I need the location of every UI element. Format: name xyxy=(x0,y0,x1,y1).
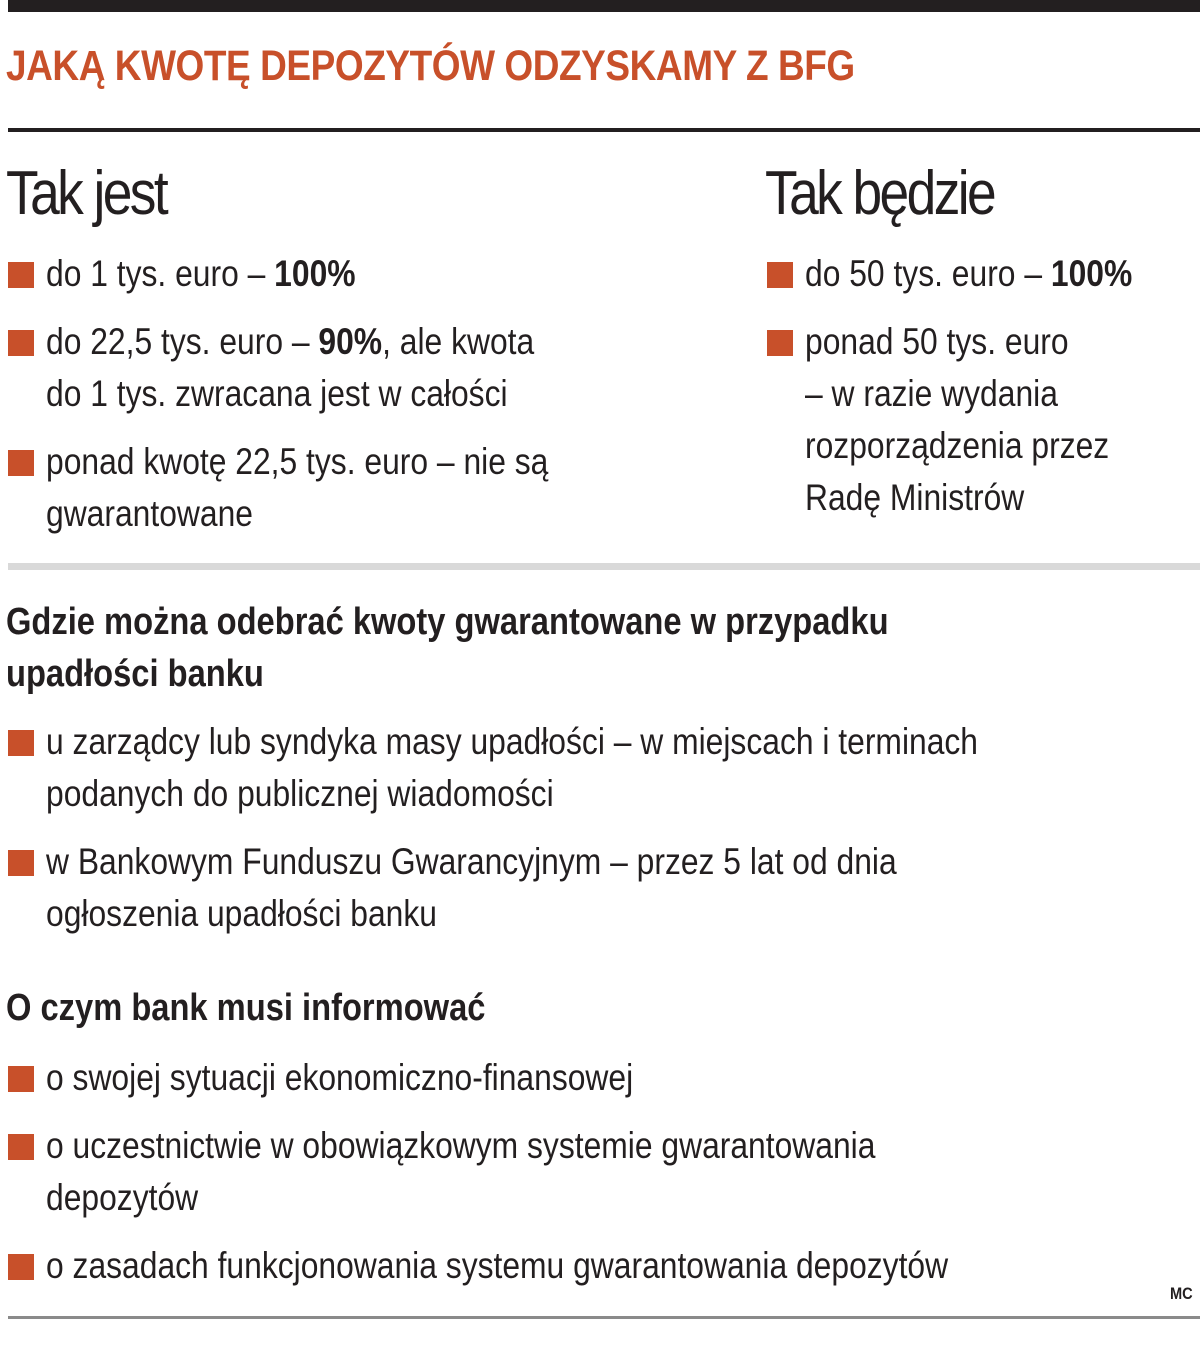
inform-item-2-text: o uczestnictwie w obowiązkowym systemie gwarantowania depozytów xyxy=(46,1125,876,1218)
section-divider xyxy=(8,563,1200,570)
bullet-square-icon xyxy=(767,262,793,288)
bullet-square-icon xyxy=(767,330,793,356)
bullet-square-icon xyxy=(8,330,34,356)
bullet-square-icon xyxy=(8,1066,34,1092)
inform-heading: O czym bank musi informować xyxy=(6,987,486,1029)
bullet-square-icon xyxy=(8,850,34,876)
inform-item-3-text: o zasadach funkcjonowania systemu gwarantowania depozytów xyxy=(46,1245,949,1286)
bullet-square-icon xyxy=(8,1134,34,1160)
bullet-square-icon xyxy=(8,450,34,476)
inform-item-1-text: o swojej sytuacji ekonomiczno-finansowej xyxy=(46,1057,634,1098)
current-item-2-text: do 22,5 tys. euro – 90%, ale kwota do 1 tys. zwracana jest w całości xyxy=(46,321,535,414)
future-item-1-text: do 50 tys. euro – 100% xyxy=(805,253,1133,294)
infographic-title: JAKĄ KWOTĘ DEPOZYTÓW ODZYSKAMY Z BFG xyxy=(6,42,855,90)
current-rules-heading: Tak jest xyxy=(6,159,167,228)
title-rule xyxy=(8,128,1200,132)
where-item-2-text: w Bankowym Funduszu Gwarancyjnym – przez 5 lat od dnia ogłoszenia upadłości banku xyxy=(46,841,897,934)
bullet-square-icon xyxy=(8,262,34,288)
where-heading: Gdzie można odebrać kwoty gwarantowane w przypadku upadłości banku xyxy=(6,601,889,695)
top-rule xyxy=(8,0,1200,12)
current-item-3-text: ponad kwotę 22,5 tys. euro – nie są gwarantowane xyxy=(46,441,549,534)
future-item-2-text: ponad 50 tys. euro – w razie wydania rozporządzenia przez Radę Ministrów xyxy=(805,321,1110,518)
current-item-1-text: do 1 tys. euro – 100% xyxy=(46,253,356,294)
future-rules-heading: Tak będzie xyxy=(765,159,995,228)
where-item-1-text: u zarządcy lub syndyka masy upadłości – w miejscach i terminach podanych do publicznej wiadomości xyxy=(46,721,979,814)
author-credit: MC xyxy=(1170,1284,1193,1303)
bottom-rule xyxy=(8,1316,1200,1319)
bullet-square-icon xyxy=(8,730,34,756)
bullet-square-icon xyxy=(8,1254,34,1280)
